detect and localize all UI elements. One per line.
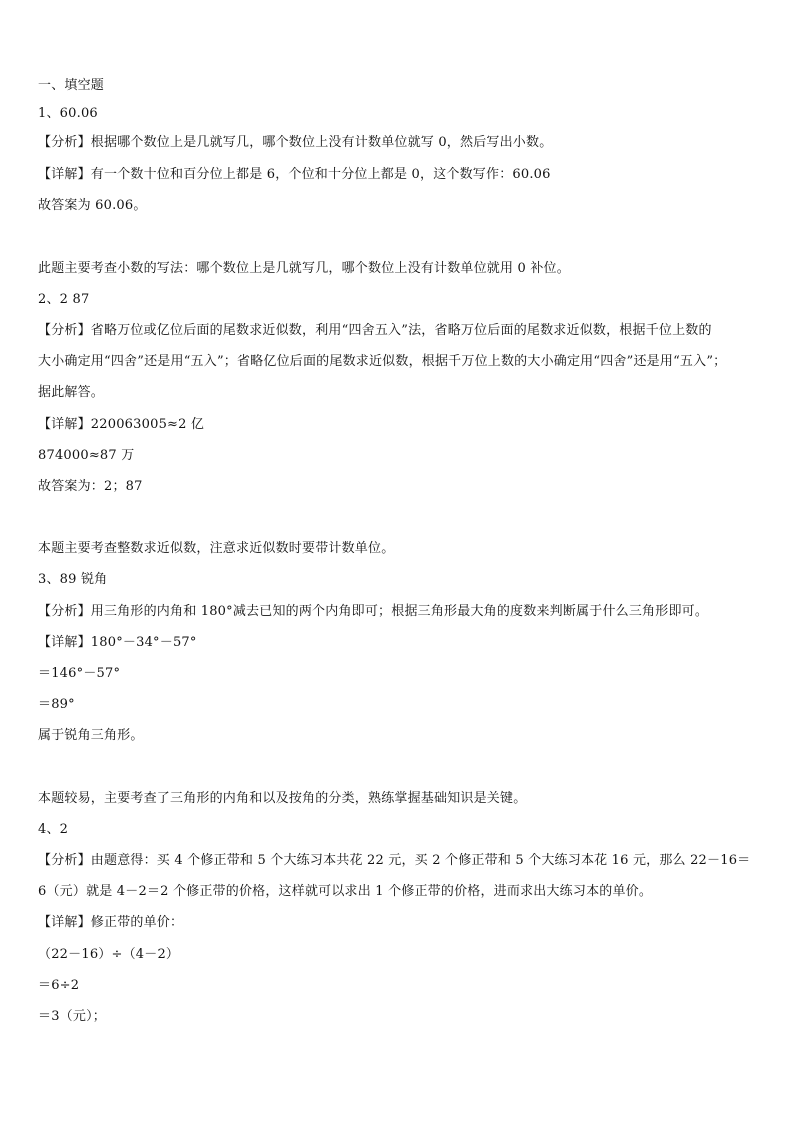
answer-line: 2、2 87: [38, 292, 90, 307]
section-heading: 一、填空题: [38, 78, 105, 93]
text-line: （22－16）÷（4－2）: [38, 947, 180, 962]
answer-line: 3、89 锐角: [38, 572, 108, 587]
text-line: 【分析】根据哪个数位上是几就写几，哪个数位上没有计数单位就写 0，然后写出小数。: [38, 135, 553, 150]
text-line: 【分析】由题意得：买 4 个修正带和 5 个大练习本共花 22 元，买 2 个修正带和 5 个大练习本花 16 元，那么 22－16＝: [38, 853, 751, 868]
text-line: 据此解答。: [38, 385, 105, 400]
text-line: 此题主要考查小数的写法：哪个数位上是几就写几，哪个数位上没有计数单位就用 0 补位。: [38, 261, 570, 276]
text-line: 故答案为 60.06。: [38, 198, 147, 213]
text-line: 874000≈87 万: [38, 448, 135, 463]
text-line: 【分析】省略万位或亿位后面的尾数求近似数，利用“四舍五入”法，省略万位后面的尾数求近似数，根据千位上数的: [38, 323, 712, 338]
text-line: 故答案为：2；87: [38, 479, 143, 494]
text-line: 【详解】220063005≈2 亿: [38, 417, 205, 432]
text-line: ＝3（元）；: [38, 1009, 106, 1024]
text-line: ＝89°: [38, 697, 75, 712]
text-line: 本题主要考查整数求近似数，注意求近似数时要带计数单位。: [38, 541, 395, 556]
text-line: 6（元）就是 4－2＝2 个修正带的价格，这样就可以求出 1 个修正带的价格，进而求出大练习本的单价。: [38, 884, 653, 899]
text-line: 【详解】修正带的单价：: [38, 915, 184, 930]
text-line: ＝6÷2: [38, 978, 80, 993]
text-line: 【详解】有一个数十位和百分位上都是 6，个位和十分位上都是 0，这个数写作：60.06: [38, 167, 551, 182]
text-line: 【详解】180°－34°－57°: [38, 635, 197, 650]
answer-line: 4、2: [38, 822, 69, 837]
text-line: ＝146°－57°: [38, 666, 121, 681]
text-line: 【分析】用三角形的内角和 180°减去已知的两个内角即可；根据三角形最大角的度数来判断属于什么三角形即可。: [38, 604, 709, 619]
text-line: 大小确定用“四舍”还是用“五入”；省略亿位后面的尾数求近似数，根据千万位上数的大小确定用“四舍”还是用“五入”；: [38, 354, 727, 369]
text-line: 属于锐角三角形。: [38, 728, 144, 743]
text-line: 本题较易，主要考查了三角形的内角和以及按角的分类，熟练掌握基础知识是关键。: [38, 791, 527, 806]
answer-line: 1、60.06: [38, 106, 98, 121]
